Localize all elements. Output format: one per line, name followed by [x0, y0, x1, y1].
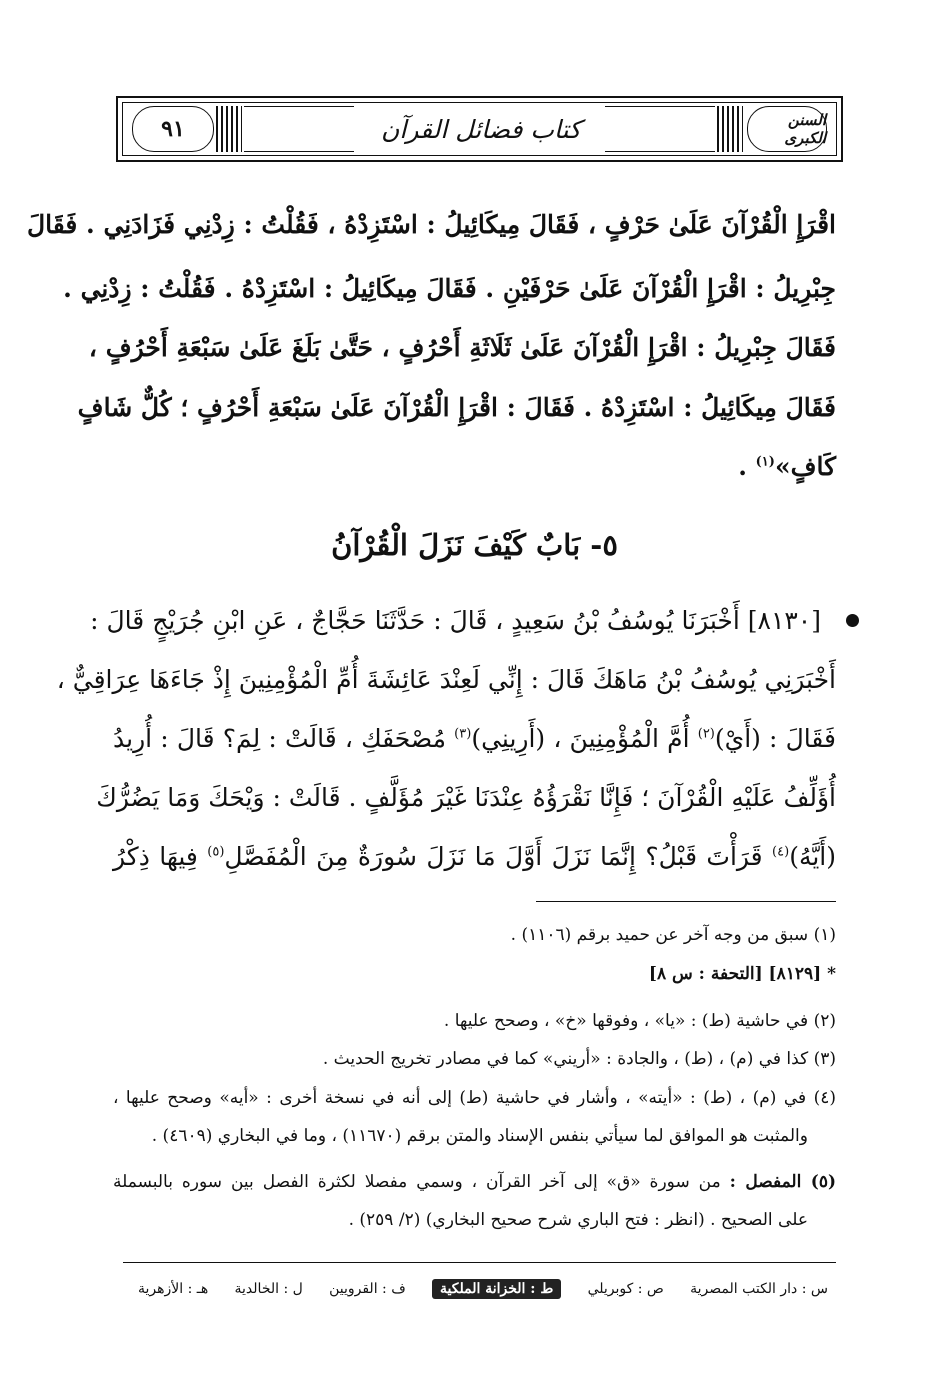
- hadith-number: [٨١٣٠]: [747, 606, 821, 635]
- text-line-1: اقْرَإِ الْقُرْآنَ عَلَىٰ حَرْفٍ ، فَقَالَ مِيكَائِيلُ : اسْتَزِدْهُ ، فَقُلْتُ : زِدْنِي فَزَادَنِي . فَقَالَ: [26, 210, 836, 239]
- legend-item-highlighted: ط : الخزانة الملكية: [432, 1279, 561, 1299]
- text-line-5: [113, 442, 836, 492]
- footnote-1: (١) سبق من وجه آخر عن حميد برقم (١١٠٦) .: [510, 925, 836, 945]
- footnote-separator: [536, 901, 836, 902]
- footnote-5-line-1: [113, 1164, 836, 1200]
- page-header: [116, 96, 843, 162]
- publisher-seal-logo: السنن الكبرى: [747, 106, 827, 152]
- text-line-3: فَقَالَ جِبْرِيلُ : اقْرَإِ الْقُرْآنَ عَلَىٰ ثَلَاثَةِ أَحْرُفٍ ، حَتَّىٰ بَلَغَ عَلَىٰ سَبْعَةِ أَحْرُفٍ ،: [88, 333, 836, 362]
- book-title: كتاب فضائل القرآن: [381, 114, 581, 144]
- header-band-left: [244, 106, 354, 152]
- header-band-right: [605, 106, 715, 152]
- page-number: ٩١: [132, 106, 214, 152]
- hadith-line-3-a: فَقَالَ : (أَيْ): [714, 724, 837, 753]
- legend-item: س : دار الكتب المصرية: [690, 1281, 828, 1297]
- legend-item: ص : كوبريلي: [587, 1281, 664, 1297]
- text-line-4: فَقَالَ مِيكَائِيلُ : اسْتَزِدْهُ . فَقَالَ : اقْرَإِ الْقُرْآنَ عَلَىٰ سَبْعَةِ أَحْرُفٍ ؛ كُلٌّ شَافٍ: [77, 393, 836, 422]
- hadith-line-5-c: فِيهَا ذِكْرُ: [113, 842, 198, 871]
- hadith-line-5-b: قَرَأْتَ قَبْلُ؟ إِنَّمَا نَزَلَ أَوَّلَ مَا نَزَلَ سُورَةٌ مِنَ الْمُفَصَّلِ: [224, 842, 763, 871]
- bullet-dot-icon: [846, 614, 859, 627]
- chapter-heading: ٥- بَابٌ كَيْفَ نَزَلَ الْقُرْآنُ: [331, 528, 618, 562]
- legend-separator: [123, 1262, 836, 1263]
- footnote-2: (٢) في حاشية (ط) : «يا» ، وفوقها «خ» ، وصحح عليها .: [443, 1011, 836, 1031]
- hadith-line-1: [90, 596, 821, 646]
- hadith-line-1-text: أَخْبَرَنَا يُوسُفُ بْنُ سَعِيدٍ ، قَالَ : حَدَّثَنَا حَجَّاجٌ ، عَنِ ابْنِ جُرَيْجٍ قَالَ :: [90, 606, 740, 635]
- star-icon: *: [827, 964, 836, 984]
- hadith-line-5-a: (أَيَّهُ): [789, 842, 837, 871]
- legend-item: ف : القرويين: [329, 1281, 406, 1297]
- legend-item: هـ : الأزهرية: [138, 1281, 209, 1297]
- footnote-ref-5: (٥): [207, 844, 225, 860]
- text-line-5-words: كَافٍ»: [774, 452, 836, 481]
- reference-line: [113, 956, 836, 992]
- footnote-5-label: (٥) المفصل :: [729, 1172, 836, 1192]
- legend-item: ل : الخالدية: [234, 1281, 303, 1297]
- hadith-line-2: أَخْبَرَنِي يُوسُفُ بْنُ مَاهَكَ قَالَ : إِنِّي لَعِنْدَ عَائِشَةَ أُمِّ الْمُؤْمِنِينَ إِذْ جَاءَهَا عِرَاقِيٌّ ،: [56, 665, 836, 694]
- hadith-line-4: أُؤَلِّفُ عَلَيْهِ الْقُرْآنَ ؛ فَإِنَّا نَقْرَؤُهُ عِنْدَنَا غَيْرَ مُؤَلَّفٍ . قَالَتْ : وَيْحَكَ وَمَا يَضُرُّكَ: [96, 783, 836, 812]
- manuscript-legend: [138, 1274, 828, 1304]
- reference-text: [٨١٢٩] [التحفة : س ٨]: [648, 964, 822, 984]
- hadith-line-3: [113, 714, 836, 764]
- footnote-ref-3: (٣): [454, 726, 472, 742]
- header-ornament-right: [717, 106, 743, 152]
- header-ornament-left: [216, 106, 242, 152]
- footnote-ref-1: (١): [755, 454, 775, 470]
- hadith-line-5: [113, 832, 836, 882]
- hadith-line-3-b: أُمَّ الْمُؤْمِنِينَ ، (أَرِينِي): [471, 724, 690, 753]
- footnote-ref-2: (٢): [697, 726, 715, 742]
- footnote-4-line-1: (٤) في (م) ، (ط) : «أيته» ، وأشار في حاشية (ط) إلى أنه في نسخة أخرى : «أيه» وصحح عليها ،: [113, 1088, 836, 1108]
- footnote-4-line-2: والمثبت هو الموافق لما سيأتي بنفس الإسناد والمتن برقم (١١٦٧٠) ، وما في البخاري (٤٦٠٩) .: [151, 1126, 808, 1146]
- text-line-2: جِبْرِيلُ : اقْرَإِ الْقُرْآنَ عَلَىٰ حَرْفَيْنِ . فَقَالَ مِيكَائِيلُ : اسْتَزِدْهُ . فَقُلْتُ : زِدْنِي .: [63, 274, 836, 303]
- end-mark: .: [738, 452, 747, 481]
- hadith-line-3-c: مُصْحَفَكِ ، قَالَتْ : لِمَ؟ قَالَ : أُرِيدُ: [113, 724, 447, 753]
- footnote-3: (٣) كذا في (م) ، (ط) ، والجادة : «أريني» كما في مصادر تخريج الحديث .: [322, 1049, 836, 1069]
- footnote-ref-4: (٤): [772, 844, 790, 860]
- footnote-5-line-2: على الصحيح . (انظر : فتح الباري شرح صحيح البخاري) (٢/ ٢٥٩) .: [348, 1210, 808, 1230]
- footnote-5-text: من سورة «ق» إلى آخر القرآن ، وسمي مفصلا لكثرة الفصل بين سوره بالبسملة: [113, 1172, 721, 1192]
